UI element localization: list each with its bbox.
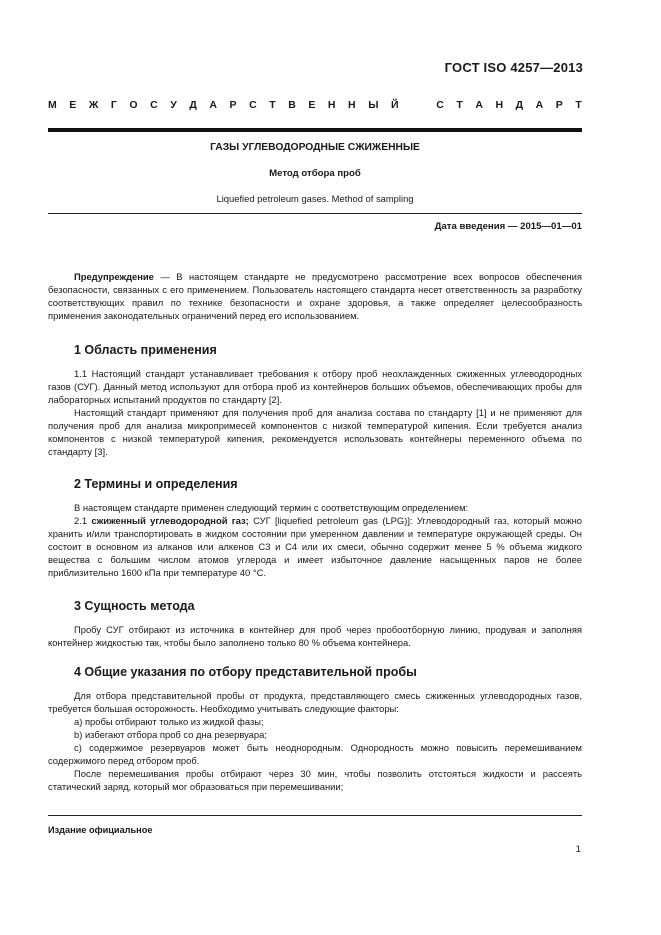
banner-letter: Т xyxy=(456,99,463,111)
section-1-body xyxy=(48,367,582,458)
banner-letter: Е xyxy=(308,99,316,111)
document-title: ГАЗЫ УГЛЕВОДОРОДНЫЕ СЖИЖЕННЫЕ xyxy=(210,142,420,153)
banner-letter: А xyxy=(535,99,544,111)
list-item: b) избегают отбора проб со дна резервуара; xyxy=(74,729,267,740)
section-2-heading: 2 Термины и определения xyxy=(74,477,238,491)
document-code: ГОСТ ISO 4257—2013 xyxy=(444,60,583,75)
english-title: Liquefied petroleum gases. Method of sampling xyxy=(216,193,414,204)
banner-letter: С xyxy=(150,99,158,111)
banner-letter: Ы xyxy=(368,99,379,111)
banner-letter: С xyxy=(249,99,257,111)
banner-letter: Е xyxy=(69,99,77,111)
edition-label: Издание официальное xyxy=(48,825,153,835)
paragraph: В настоящем стандарте применен следующий термин с соответствующим определением: xyxy=(74,502,469,513)
warning-paragraph xyxy=(48,270,582,322)
banner-letter: О xyxy=(129,99,138,111)
banner-letter: Т xyxy=(575,99,582,111)
banner-letter: А xyxy=(475,99,483,111)
banner-letter: Д xyxy=(515,99,524,111)
section-1-heading: 1 Область применения xyxy=(74,343,217,357)
banner-letter: А xyxy=(209,99,217,111)
banner-letter: Д xyxy=(189,99,197,111)
paragraph: Для отбора представительной пробы от продукта, представляющего смесь сжиженных углеводородных газов, требуется большая осторожность. Необходимо учитывать следующие факторы: xyxy=(48,690,582,714)
section-2-body xyxy=(48,501,582,579)
banner-letter: Р xyxy=(555,99,563,111)
term: сжиженный углеводородной газ; xyxy=(91,515,249,526)
paragraph: Настоящий стандарт применяют для получения проб для анализа состава по стандарту [1] и не применяют для получения проб для анализа микропримесей компонентов с низкой температурой кипения. Если требуется анализ компонентов с низкой температурой кипения, рекомендуется использовать контейнеры переменного объема по стандарту [3]. xyxy=(48,407,582,457)
banner-letter: М xyxy=(48,99,57,111)
banner-letter: Н xyxy=(348,99,356,111)
term-definition-text: СУГ [liquefied petroleum gas (LPG)]: Углеводородный газ, который можно хранить и/или транспортировать в жидком состоянии при умеренном давлении и температуре окружающей среды. Он состоит в основном из алканов или алкенов С3 и С4 или их смеси, обычно содержит менее 5 % объема жидкого вещества с большим числом атомов углерода и имеет избыточное давление насыщенных паров не более приблизительно 1600 кПа при температуре 40 °С. xyxy=(48,515,582,578)
banner-letter: Н xyxy=(327,99,336,111)
banner-letter: В xyxy=(288,99,296,111)
document-subtitle: Метод отбора проб xyxy=(269,168,361,179)
section-4-heading: 4 Общие указания по отбору представительной пробы xyxy=(74,665,417,679)
list-item: с) содержимое резервуаров может быть неоднородным. Однородность можно повысить перемешиванием содержимого перед отбором проб. xyxy=(48,742,582,766)
footer-divider xyxy=(48,815,582,816)
paragraph: После перемешивания пробы отбирают через 30 мин, чтобы позволить отстояться жидкости и рассеять статический заряд, который мог образоваться при перемешивании; xyxy=(48,768,582,792)
banner-letter: Г xyxy=(110,99,117,111)
page-number: 1 xyxy=(575,844,581,855)
warning-label: Предупреждение xyxy=(74,271,154,282)
banner-letter: Н xyxy=(495,99,504,111)
banner-letter: У xyxy=(170,99,177,111)
banner-letter: Й xyxy=(391,99,399,111)
paragraph: 1.1 Настоящий стандарт устанавливает требования к отбору проб неохлажденных сжиженных углеводородных газов (СУГ). Данный метод используют для отбора проб из контейнеров больших объемов, обеспечивающих пробы для лабораторных испытаний продуктов по стандарту [2]. xyxy=(48,368,582,405)
title-divider xyxy=(48,213,582,214)
interstate-standard-banner xyxy=(48,99,582,111)
banner-letter: С xyxy=(436,99,444,111)
banner-letter: Р xyxy=(229,99,237,111)
banner-letter: Ж xyxy=(88,99,99,111)
section-4-body xyxy=(48,689,582,793)
section-3-body xyxy=(48,623,582,649)
term-number: 2.1 xyxy=(74,515,92,526)
introduction-date: Дата введения — 2015—01—01 xyxy=(434,221,582,232)
paragraph: Пробу СУГ отбирают из источника в контейнер для проб через пробоотборную линию, продувая и заполняя контейнер жидкостью так, чтобы было заполнено только 80 % объема контейнера. xyxy=(48,624,582,648)
section-3-heading: 3 Сущность метода xyxy=(74,599,195,613)
header-divider xyxy=(48,128,582,132)
list-item: а) пробы отбирают только из жидкой фазы; xyxy=(74,716,264,727)
warning-text: — В настоящем стандарте не предусмотрено рассмотрение всех вопросов обеспечения безопасности, связанных с его применением. Пользователь настоящего стандарта несет ответственность за разработку соответствующих правил по технике безопасности и охране здоровья, а также определяет целесообразность применения законодательных ограничений перед его использованием. xyxy=(48,271,582,321)
term-definition xyxy=(48,514,582,579)
banner-letter: Т xyxy=(269,99,276,111)
